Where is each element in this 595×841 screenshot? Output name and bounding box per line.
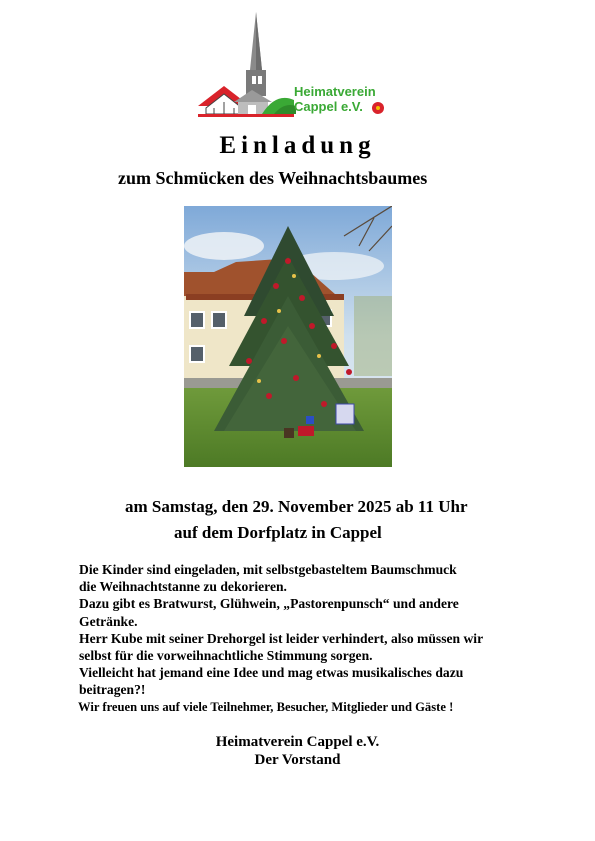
invitation-text <box>79 561 549 716</box>
page-subtitle: zum Schmücken des Weihnachtsbaumes <box>118 168 428 188</box>
signature-role: Der Vorstand <box>254 752 341 768</box>
christmas-tree-photo <box>184 206 392 467</box>
logo-line-1: Heimatverein <box>294 84 376 99</box>
text-line: Getränke. <box>79 613 138 629</box>
page-title: Einladung <box>219 132 376 159</box>
text-line: Herr Kube mit seiner Drehorgel ist leider verhindert, also müssen wir <box>79 630 484 646</box>
signature-org: Heimatverein Cappel e.V. <box>215 734 380 750</box>
text-line: Die Kinder sind eingeladen, mit selbstgebasteltem Baumschmuck <box>79 562 457 577</box>
text-line: die Weihnachtstanne zu dekorieren. <box>79 579 287 595</box>
text-line: Vielleicht hat jemand eine Idee und mag etwas musikalisches dazu <box>79 665 464 681</box>
event-place: auf dem Dorfplatz in Cappel <box>174 523 382 542</box>
heimatverein-logo <box>196 10 391 118</box>
text-line: beitragen?! <box>79 682 146 698</box>
event-date: am Samstag, den 29. November 2025 ab 11 Uhr <box>125 497 468 516</box>
text-line: selbst für die vorweihnachtliche Stimmung sorgen. <box>79 648 373 664</box>
text-line: Wir freuen uns auf viele Teilnehmer, Besucher, Mitglieder und Gäste ! <box>78 699 454 714</box>
text-line: Dazu gibt es Bratwurst, Glühwein, „Pastorenpunsch“ und andere <box>79 596 459 612</box>
logo-line-2: Cappel e.V. <box>294 99 363 114</box>
